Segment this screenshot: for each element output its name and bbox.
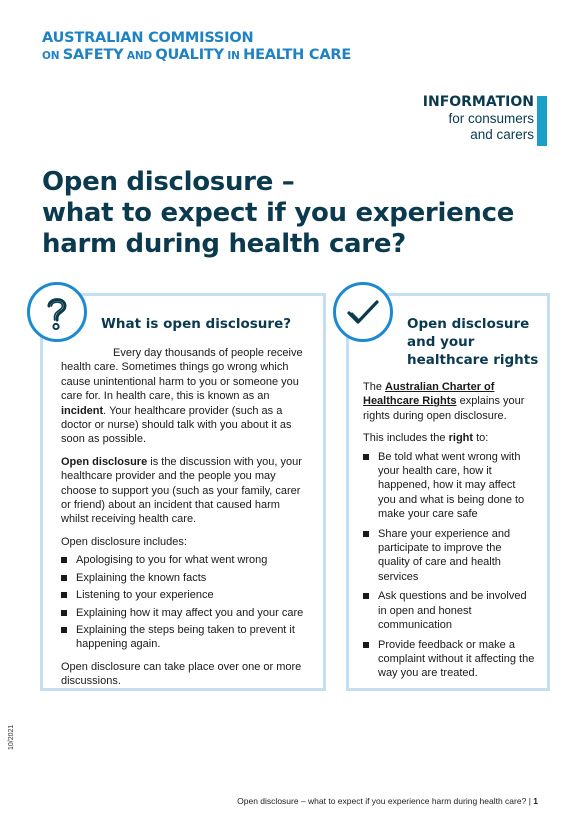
- bullet-icon: [363, 454, 369, 460]
- box2-heading: Open disclosure and your healthcare rights: [407, 316, 539, 368]
- list-item: Ask questions and be involved in open and honest communication: [363, 589, 535, 632]
- box2-body: [363, 380, 535, 689]
- question-icon: [27, 282, 87, 342]
- box1-list: [61, 553, 307, 651]
- footer-separator: |: [526, 796, 534, 806]
- info-sub1: for consumers: [448, 111, 534, 126]
- bullet-icon: [363, 531, 369, 537]
- box1-heading: What is open disclosure?: [101, 316, 292, 332]
- list-item: Listening to your experience: [61, 588, 307, 602]
- list-item: Share your experience and participate to improve the quality of care and health services: [363, 527, 535, 585]
- bullet-icon: [363, 593, 369, 599]
- list-item: Explaining how it may affect you and your care: [61, 606, 307, 620]
- bullet-icon: [363, 642, 369, 648]
- healthcare-rights-box: [346, 293, 550, 691]
- page-title: [42, 167, 552, 260]
- logo-line2: ON SAFETY AND QUALITY IN HEALTH CARE: [42, 47, 352, 63]
- list-item: Explaining the known facts: [61, 571, 307, 585]
- list-item: Apologising to you for what went wrong: [61, 553, 307, 567]
- list-item: Explaining the steps being taken to prevent it happening again.: [61, 623, 307, 652]
- box2-para1: The Australian Charter of Healthcare Rights explains your rights during open disclosure.: [363, 381, 525, 422]
- commission-logo: [42, 30, 351, 65]
- page-number: 1: [533, 796, 538, 806]
- box1-para1: Every day thousands of people receive health care. Sometimes things go wrong which cause unintentional harm to you or someone you care for. In health care, this is known as an incident. Your healthcare provider (such as a doctor or nurse) should talk with you about it as soon as possible.: [61, 347, 303, 446]
- publication-date: 10/2021: [8, 724, 15, 750]
- bullet-icon: [61, 557, 67, 563]
- bullet-icon: [61, 575, 67, 581]
- footer-text: Open disclosure – what to expect if you experience harm during health care?: [237, 796, 527, 806]
- accent-bar: [537, 96, 547, 146]
- list-item: Provide feedback or make a complaint without it affecting the way you are treated.: [363, 638, 535, 681]
- info-title: INFORMATION: [422, 94, 534, 110]
- info-label: [423, 94, 534, 143]
- list-item: Be told what went wrong with your health care, how it happened, how it may affect you and what is being done to make your care safe: [363, 450, 535, 522]
- checkmark-icon: [333, 282, 393, 342]
- title-line1: Open disclosure –: [42, 167, 295, 197]
- box1-para2: Open disclosure is the discussion with you, your healthcare provider and the people you may choose to support you (such as your family, carer or friend) about an incident that caused harm whilst receiving health care.: [61, 455, 302, 526]
- bullet-icon: [61, 627, 67, 633]
- box1-body: [61, 346, 307, 697]
- box1-para3: Open disclosure includes:: [61, 535, 187, 548]
- what-is-open-disclosure-box: [40, 293, 326, 691]
- bullet-icon: [61, 592, 67, 598]
- logo-line1: AUSTRALIAN COMMISSION: [42, 30, 254, 46]
- box2-para2: This includes the right to:: [363, 432, 489, 445]
- page-footer: [237, 796, 538, 806]
- charter-link[interactable]: Australian Charter of Healthcare Rights: [363, 381, 495, 408]
- title-line2: what to expect if you experience: [42, 198, 515, 228]
- info-sub2: and carers: [470, 127, 534, 142]
- title-line3: harm during health care?: [42, 229, 406, 259]
- box1-para4: Open disclosure can take place over one or more discussions.: [61, 660, 302, 688]
- box2-list: [363, 450, 535, 681]
- bullet-icon: [61, 610, 67, 616]
